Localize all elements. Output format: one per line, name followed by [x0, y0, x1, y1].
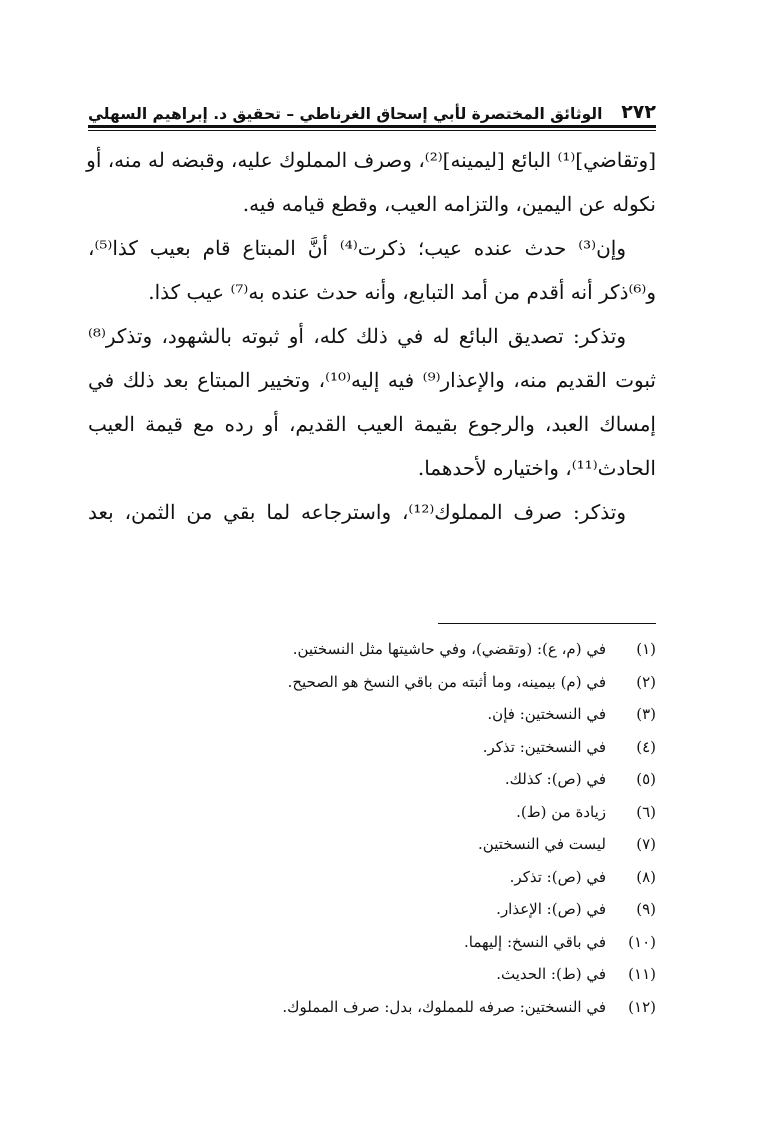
footnote-text: ليست في النسختين. [478, 835, 606, 853]
footnote-number: (١٢) [628, 997, 656, 1016]
body-text [88, 138, 656, 534]
footnote-separator [438, 623, 656, 624]
footnote-text: في (م) بيمينه، وما أثبته من باقي النسخ هو الصحيح. [287, 672, 606, 691]
footnote-number: (٥) [636, 770, 656, 788]
footnote-number: (١١) [628, 965, 656, 983]
footnote-text: في النسختين: تذكر. [482, 737, 606, 756]
footnote-item [88, 868, 656, 901]
footnote-item [88, 640, 656, 673]
footnote-number: (٨) [636, 867, 656, 886]
header-rule-thick [88, 125, 656, 128]
footnote-text: في النسختين: فإن. [487, 705, 606, 723]
footnote-text: في (ص): الإعذار. [496, 900, 606, 918]
footnote-number: (١٠) [628, 932, 656, 951]
footnote-number: (٦) [636, 802, 656, 821]
footnote-text: في باقي النسخ: إليهما. [464, 932, 606, 951]
footnote-text: زيادة من (ط). [516, 802, 606, 821]
footnote-number: (٧) [636, 835, 656, 853]
footnote-item [88, 998, 656, 1031]
footnote-text: في (ط): الحديث. [496, 965, 606, 983]
footnote-number: (٣) [636, 705, 656, 723]
footnote-number: (٢) [636, 672, 656, 691]
footnote-item [88, 738, 656, 771]
body-line: ثبوت القديم منه، والإعذار⁽⁹⁾ فيه إليه⁽¹⁰⁾، وتخيير المبتاع بعد ذلك في [88, 368, 656, 392]
page-header [88, 92, 656, 122]
body-line: [وتقاضي]⁽¹⁾ البائع [ليمينه]⁽²⁾، وصرف المملوك عليه، وقبضه له منه، أو [86, 148, 656, 172]
body-line: و⁽⁶⁾ذكر أنه أقدم من أمد التبايع، وأنه حدث عنده به⁽⁷⁾ عيب كذا. [148, 280, 656, 304]
footnote-item [88, 673, 656, 706]
footnote-number: (٩) [636, 900, 656, 918]
running-title: الوثائق المختصرة لأبي إسحاق الغرناطي – تحقيق د. إبراهيم السهلي [88, 104, 603, 123]
footnote-item [88, 965, 656, 998]
body-line: وتذكر: تصديق البائع له في ذلك كله، أو ثبوته بالشهود، وتذكر⁽⁸⁾ [88, 324, 626, 348]
footnotes-list [88, 640, 656, 1030]
footnote-text: في (م، ع): (وتقضي)، وفي حاشيتها مثل النسختين. [292, 640, 606, 658]
footnote-text: في (ص): كذلك. [504, 770, 606, 788]
footnote-item [88, 933, 656, 966]
footnote-item [88, 770, 656, 803]
footnote-item [88, 803, 656, 836]
footnote-number: (٤) [636, 737, 656, 756]
body-line: وإن⁽³⁾ حدث عنده عيب؛ ذكرت⁽⁴⁾ أنَّ المبتاع قام بعيب كذا⁽⁵⁾، [88, 236, 626, 260]
body-line: وتذكر: صرف المملوك⁽¹²⁾، واسترجاعه لما بقي من الثمن، بعد [88, 500, 626, 524]
body-line: الحادث⁽¹¹⁾، واختياره لأحدهما. [417, 456, 656, 480]
footnote-text: في النسختين: صرفه للمملوك، بدل: صرف المملوك. [282, 997, 606, 1016]
page-number: ٢٧٢ [621, 101, 656, 123]
header-rule-thin [88, 130, 656, 131]
footnote-number: (١) [636, 640, 656, 658]
footnote-text: في (ص): تذكر. [509, 867, 606, 886]
footnote-item [88, 835, 656, 868]
footnote-item [88, 705, 656, 738]
body-line: نكوله عن اليمين، والتزامه العيب، وقطع قيامه فيه. [242, 192, 656, 216]
body-line: إمساك العبد، والرجوع بقيمة العيب القديم، أو رده مع قيمة العيب [88, 412, 656, 436]
footnote-item [88, 900, 656, 933]
